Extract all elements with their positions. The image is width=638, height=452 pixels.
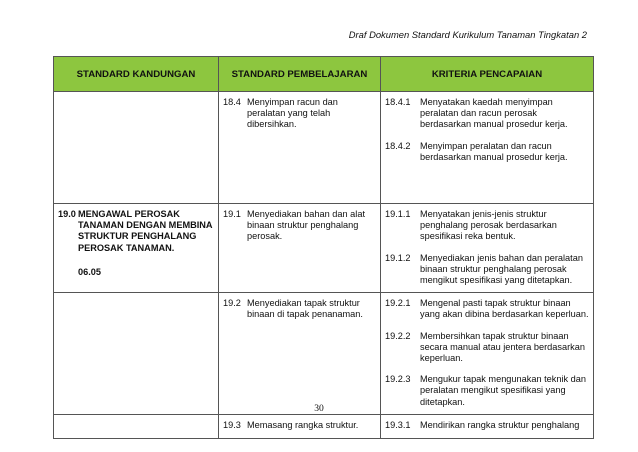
kriteria-text: Membersihkan tapak struktur binaan secara manual atau jentera berdasarkan keperluan. bbox=[420, 330, 585, 364]
table-row bbox=[54, 414, 594, 438]
page-number: 30 bbox=[314, 403, 324, 414]
kriteria-item bbox=[385, 97, 589, 131]
kriteria-item bbox=[385, 298, 589, 320]
kriteria-number: 18.4.1 bbox=[385, 97, 411, 107]
kriteria-item bbox=[385, 209, 589, 243]
document-header: Draf Dokumen Standard Kurikulum Tanaman Tingkatan 2 bbox=[348, 29, 587, 40]
kriteria-number: 19.2.1 bbox=[385, 298, 411, 309]
kriteria-cell bbox=[381, 92, 594, 204]
pembelajaran-text: Menyediakan tapak struktur binaan di tapak penanaman. bbox=[247, 298, 363, 320]
kandungan-cell bbox=[54, 293, 219, 415]
kriteria-item bbox=[385, 141, 589, 163]
pembelajaran-number: 19.2 bbox=[223, 298, 241, 309]
kandungan-cell bbox=[54, 414, 219, 438]
column-header-standard-kandungan: STANDARD KANDUNGAN bbox=[54, 57, 219, 92]
column-header-standard-pembelajaran: STANDARD PEMBELAJARAN bbox=[219, 57, 381, 92]
kriteria-text: Menyatakan kaedah menyimpan peralatan dan racun perosak berdasarkan manual prosedur kerja. bbox=[420, 97, 568, 130]
pembelajaran-cell bbox=[219, 92, 381, 204]
table-row bbox=[54, 92, 594, 204]
kandungan-number: 19.0 bbox=[58, 209, 76, 219]
kandungan-cell bbox=[54, 92, 219, 204]
kandungan-text: MENGAWAL PEROSAK TANAMAN DENGAN MEMBINA STRUKTUR PENGHALANG PEROSAK TANAMAN. bbox=[78, 209, 213, 253]
kriteria-text: Menyatakan jenis-jenis struktur penghalang perosak berdasarkan spesifikasi reka bentuk. bbox=[420, 209, 557, 242]
pembelajaran-cell bbox=[219, 414, 381, 438]
pembelajaran-number: 18.4 bbox=[223, 97, 241, 107]
pembelajaran-text: Menyimpan racun dan peralatan yang telah dibersihkan. bbox=[247, 97, 338, 130]
column-header-kriteria-pencapaian: KRITERIA PENCAPAIAN bbox=[381, 57, 594, 92]
kandungan-cell bbox=[54, 204, 219, 293]
table-row bbox=[54, 293, 594, 415]
pembelajaran-text: Memasang rangka struktur. bbox=[247, 419, 359, 430]
kriteria-text: Mendirikan rangka struktur penghalang bbox=[420, 419, 580, 430]
kriteria-text: Menyediakan jenis bahan dan peralatan binaan struktur penghalang perosak mengikut spesifikasi yang ditetapkan. bbox=[420, 252, 583, 286]
pembelajaran-text: Menyediakan bahan dan alat binaan struktur penghalang perosak. bbox=[247, 209, 365, 242]
kriteria-item bbox=[385, 331, 589, 365]
pembelajaran-cell bbox=[219, 293, 381, 415]
kriteria-number: 19.2.2 bbox=[385, 330, 411, 341]
pembelajaran-number: 19.3 bbox=[223, 419, 241, 430]
kriteria-cell bbox=[381, 414, 594, 438]
kriteria-text: Menyimpan peralatan dan racun berdasarkan manual prosedur kerja. bbox=[420, 140, 568, 162]
kandungan-code: 06.05 bbox=[78, 266, 101, 277]
kriteria-item bbox=[385, 253, 589, 287]
kriteria-text: Mengukur tapak mengunakan teknik dan peralatan mengikut spesifikasi yang ditetapkan. bbox=[420, 374, 586, 407]
kriteria-number: 19.1.1 bbox=[385, 209, 411, 219]
kriteria-number: 19.2.3 bbox=[385, 374, 411, 385]
kriteria-item bbox=[385, 420, 589, 431]
standards-table bbox=[53, 56, 594, 439]
table-row bbox=[54, 204, 594, 293]
pembelajaran-cell bbox=[219, 204, 381, 293]
pembelajaran-number: 19.1 bbox=[223, 209, 241, 219]
kriteria-number: 18.4.2 bbox=[385, 140, 411, 151]
kriteria-number: 19.1.2 bbox=[385, 252, 411, 263]
kriteria-number: 19.3.1 bbox=[385, 419, 411, 430]
kriteria-text: Mengenal pasti tapak struktur binaan yang akan dibina berdasarkan keperluan. bbox=[420, 298, 589, 320]
kriteria-cell bbox=[381, 204, 594, 293]
kriteria-cell bbox=[381, 293, 594, 415]
table-header-row bbox=[54, 57, 594, 92]
